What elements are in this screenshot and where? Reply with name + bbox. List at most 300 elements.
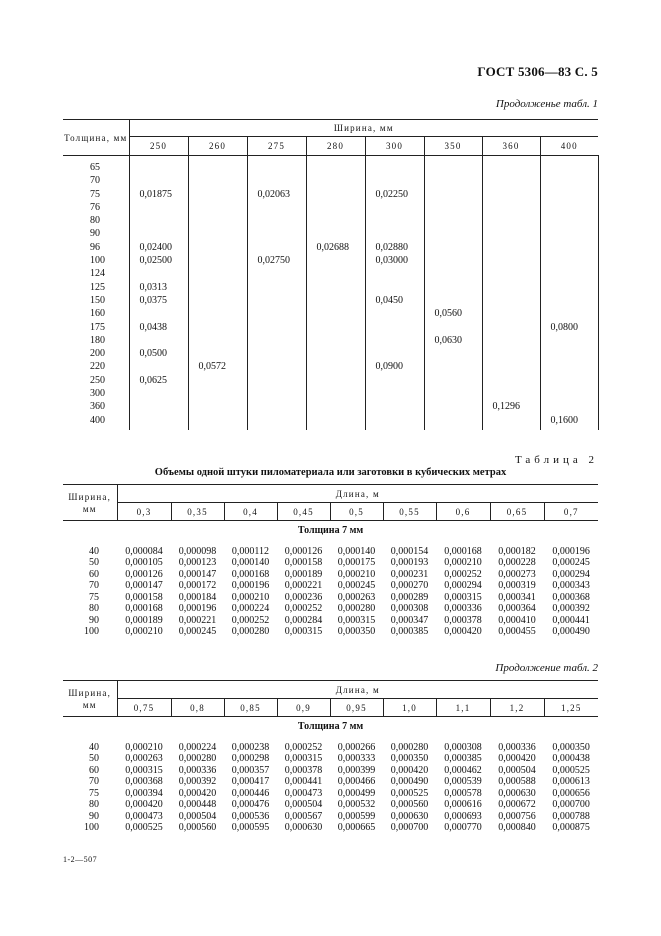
table-cell: 0,000184 [178, 591, 217, 603]
table-cell: 0,000175 [337, 557, 376, 568]
table-cell [306, 374, 365, 387]
table-row [63, 822, 598, 834]
row-label-cell: 100 [84, 822, 99, 833]
table-cell [482, 241, 540, 254]
table-cell: 0,000210 [231, 591, 270, 603]
row-label-cell: 75 [89, 787, 99, 799]
table-cell: 0,000599 [337, 810, 376, 822]
table-cell: 0,000504 [284, 799, 323, 810]
row-label-cell: 70 [89, 580, 99, 591]
table-cell [188, 387, 247, 400]
table-cell [247, 387, 306, 400]
table-row [63, 776, 598, 788]
table-cell: 0,000172 [178, 580, 217, 591]
table-cell: 0,000700 [390, 822, 429, 833]
table2-col-header: 0,7 [544, 503, 598, 521]
standard-header: ГОСТ 5306—83 С. 5 [477, 64, 598, 79]
table-cell [306, 414, 365, 430]
table2-col-header: 0,3 [117, 503, 171, 521]
table-cell: 0,000210 [125, 741, 163, 753]
table-cell: 0,000347 [390, 614, 429, 626]
table-cell [306, 400, 365, 413]
table-cell: 0,000308 [444, 741, 482, 753]
table-cell: 0,000315 [284, 753, 323, 764]
table-cell: 0,000578 [444, 787, 482, 799]
row-label-cell: 90 [89, 810, 99, 822]
table-cell [306, 334, 365, 347]
table3-group-header: Длина, м [117, 681, 598, 699]
table-row [63, 788, 598, 800]
table-cell: 0,000263 [337, 591, 376, 603]
row-label-cell: 100 [84, 626, 99, 637]
table-cell: 0,000147 [125, 580, 163, 591]
table-cell [482, 174, 540, 187]
table-cell: 0,000630 [390, 810, 429, 822]
table-cell [306, 174, 365, 187]
table-cell [365, 227, 424, 240]
table-cell [247, 156, 306, 175]
table-row [63, 387, 598, 400]
table-cell [129, 360, 188, 373]
table-cell [424, 360, 482, 373]
table-cell [247, 241, 306, 254]
table-cell: 0,0438 [129, 321, 188, 334]
table-cell: 0,000210 [337, 568, 376, 580]
table-cell: 0,000392 [552, 603, 590, 614]
table2-col-header: 0,45 [277, 503, 330, 521]
table-cell: 0,02250 [365, 188, 424, 201]
table-row [63, 811, 598, 823]
table-cell: 0,000336 [178, 764, 217, 776]
table-cell [424, 201, 482, 214]
table-cell [247, 347, 306, 360]
table-cell: 0,000245 [552, 557, 590, 568]
table-cell: 0,000875 [552, 822, 590, 833]
table-cell: 0,000315 [125, 764, 163, 776]
table-cell [306, 387, 365, 400]
table-cell: 0,000196 [231, 580, 270, 591]
table-cell: 0,000112 [231, 545, 270, 557]
table-cell [188, 214, 247, 227]
table-cell [247, 227, 306, 240]
table-cell: 0,000084 [125, 545, 163, 557]
table1-col-header: 280 [306, 137, 365, 156]
table-cell: 0,0375 [129, 294, 188, 307]
table-row [63, 546, 598, 558]
table-cell: 0,000126 [125, 568, 163, 580]
table-cell: 0,000410 [498, 614, 536, 626]
row-label-cell: 80 [89, 799, 99, 810]
table-cell: 0,000394 [125, 787, 163, 799]
table-cell: 0,000294 [444, 580, 482, 591]
table-cell [306, 294, 365, 307]
table-row [63, 400, 598, 413]
table-cell [540, 188, 598, 201]
table-cell: 0,000378 [444, 614, 482, 626]
table-cell [424, 214, 482, 227]
table-cell [424, 241, 482, 254]
row-label-cell: 100 [63, 254, 129, 267]
table-cell: 0,000270 [390, 580, 429, 591]
table1 [63, 119, 599, 430]
table-cell: 0,000228 [498, 557, 536, 568]
table-cell [247, 174, 306, 187]
table-row [63, 294, 598, 307]
table-cell: 0,000221 [178, 614, 217, 626]
table-cell: 0,000656 [552, 787, 590, 799]
table-cell: 0,000490 [552, 626, 590, 637]
table-cell: 0,000448 [178, 799, 217, 810]
table-cell [306, 267, 365, 280]
table-cell [129, 174, 188, 187]
table-cell: 0,000385 [444, 753, 482, 764]
table-cell: 0,02880 [365, 241, 424, 254]
table3-col-header: 0,85 [224, 699, 277, 717]
table-cell: 0,000263 [125, 753, 163, 764]
table-row [63, 615, 598, 627]
table-cell [188, 374, 247, 387]
table-cell [306, 307, 365, 320]
table-cell: 0,000385 [390, 626, 429, 637]
row-label-cell: 300 [63, 387, 129, 400]
table-cell: 0,000525 [125, 822, 163, 833]
table-cell [424, 227, 482, 240]
table-cell: 0,0313 [129, 281, 188, 294]
table-cell [424, 254, 482, 267]
table-cell [365, 214, 424, 227]
table3-col-header: 1,25 [544, 699, 598, 717]
table-row [63, 307, 598, 320]
table-cell: 0,0500 [129, 347, 188, 360]
table-cell [482, 414, 540, 430]
table-cell [129, 387, 188, 400]
table-cell [482, 307, 540, 320]
table-cell [129, 267, 188, 280]
table-cell [424, 387, 482, 400]
table-row [63, 374, 598, 387]
table-cell [188, 294, 247, 307]
row-label-cell: 150 [63, 294, 129, 307]
table-cell: 0,000693 [444, 810, 482, 822]
table-cell: 0,000420 [498, 753, 536, 764]
table-cell: 0,000210 [125, 626, 163, 637]
table-cell [247, 281, 306, 294]
table-cell: 0,000420 [125, 799, 163, 810]
table-cell: 0,000315 [284, 626, 323, 637]
table-cell: 0,01875 [129, 188, 188, 201]
table-cell: 0,000499 [337, 787, 376, 799]
table3-continued-note: Продолжение табл. 2 [495, 662, 598, 674]
table-cell: 0,000700 [552, 799, 590, 810]
table-row [63, 799, 598, 811]
table-cell [482, 156, 540, 175]
table-cell [540, 374, 598, 387]
table-cell [188, 347, 247, 360]
table-cell [540, 294, 598, 307]
table-cell [540, 201, 598, 214]
table-cell: 0,000392 [178, 776, 217, 787]
table1-group-header: Ширина, мм [129, 120, 598, 137]
table-cell [424, 156, 482, 175]
table1-col-header: 300 [365, 137, 424, 156]
table-cell [247, 214, 306, 227]
table-cell: 0,000147 [178, 568, 217, 580]
table-cell: 0,000158 [284, 557, 323, 568]
table-cell [129, 400, 188, 413]
table-cell: 0,000252 [284, 741, 323, 753]
table-cell [306, 214, 365, 227]
table-cell [188, 241, 247, 254]
table3-body [63, 742, 598, 834]
row-label-cell: 175 [63, 321, 129, 334]
table-cell: 0,000588 [498, 776, 536, 787]
table-cell: 0,000446 [231, 787, 270, 799]
table-cell: 0,000245 [178, 626, 217, 637]
table-cell: 0,000266 [337, 741, 376, 753]
table-cell: 0,000420 [178, 787, 217, 799]
table-cell [540, 387, 598, 400]
table-cell: 0,000536 [231, 810, 270, 822]
table-cell: 0,000378 [284, 764, 323, 776]
table-cell: 0,000350 [337, 626, 376, 637]
row-label-cell: 70 [89, 776, 99, 787]
table-cell [306, 254, 365, 267]
table1-col-header: 360 [482, 137, 540, 156]
table-cell: 0,000308 [390, 603, 429, 614]
table-row [63, 241, 598, 254]
table1-column-headers [63, 137, 598, 156]
table2-column-headers [63, 503, 598, 521]
table-cell: 0,000770 [444, 822, 482, 833]
table2-label: Таблица 2 [514, 454, 598, 466]
row-label-cell: 40 [89, 741, 99, 753]
table-cell: 0,000336 [444, 603, 482, 614]
row-label-cell: 50 [89, 753, 99, 764]
table-cell [482, 201, 540, 214]
table-cell [306, 201, 365, 214]
table-cell [188, 201, 247, 214]
table-cell [424, 374, 482, 387]
table-cell: 0,000280 [337, 603, 376, 614]
table-cell: 0,000476 [231, 799, 270, 810]
table3-col-header: 0,95 [330, 699, 383, 717]
row-label-cell: 400 [63, 414, 129, 430]
table-row [63, 156, 598, 175]
table-cell: 0,000438 [552, 753, 590, 764]
table2-col-header: 0,55 [383, 503, 436, 521]
row-label-cell: 65 [63, 156, 129, 175]
row-label-cell: 50 [89, 557, 99, 568]
table-cell: 0,000280 [178, 753, 217, 764]
table-cell: 0,000123 [178, 557, 217, 568]
table-cell [482, 281, 540, 294]
table-cell: 0,0560 [424, 307, 482, 320]
row-label-cell: 125 [63, 281, 129, 294]
table-cell: 0,000420 [444, 626, 482, 637]
table-cell: 0,0572 [188, 360, 247, 373]
table-cell [540, 174, 598, 187]
table-cell: 0,000455 [498, 626, 536, 637]
table-cell: 0,000466 [337, 776, 376, 787]
table-cell [306, 188, 365, 201]
table-row [63, 174, 598, 187]
row-label-cell: 124 [63, 267, 129, 280]
table-cell: 0,000224 [231, 603, 270, 614]
table2-col-header: 0,65 [490, 503, 544, 521]
table3-column-headers [63, 699, 598, 717]
table-cell [540, 360, 598, 373]
table2-row-header: Ширина, мм [63, 485, 117, 521]
table-cell: 0,000368 [552, 591, 590, 603]
table3-subheader: Толщина 7 мм [297, 721, 364, 732]
table-cell: 0,000473 [284, 787, 323, 799]
table-cell: 0,000840 [498, 822, 536, 833]
table-cell: 0,000315 [444, 591, 482, 603]
table-cell: 0,000189 [125, 614, 163, 626]
table-cell: 0,000368 [125, 776, 163, 787]
table-cell: 0,000525 [390, 787, 429, 799]
table-cell: 0,000567 [284, 810, 323, 822]
table-cell [482, 334, 540, 347]
table2-col-header: 0,4 [224, 503, 277, 521]
table-cell: 0,000613 [552, 776, 590, 787]
row-label-cell: 75 [89, 591, 99, 603]
table-cell: 0,000504 [178, 810, 217, 822]
table-row [63, 592, 598, 604]
table-cell [424, 267, 482, 280]
table-cell [247, 360, 306, 373]
table1-body [63, 156, 598, 430]
table-cell: 0,000462 [444, 764, 482, 776]
table-cell: 0,000196 [178, 603, 217, 614]
table-cell: 0,000231 [390, 568, 429, 580]
table-cell [365, 347, 424, 360]
table3-col-header: 1,0 [383, 699, 436, 717]
table2-title: Объемы одной штуки пиломатериала или заготовки в кубических метрах [154, 467, 507, 478]
table-cell [365, 387, 424, 400]
table-cell [306, 227, 365, 240]
table-cell [424, 414, 482, 430]
table2-col-header: 0,6 [436, 503, 490, 521]
table-cell [247, 201, 306, 214]
table1-col-header: 250 [129, 137, 188, 156]
table-cell [188, 281, 247, 294]
table-cell: 0,000350 [552, 741, 590, 753]
table-cell: 0,000525 [552, 764, 590, 776]
row-label-cell: 90 [63, 227, 129, 240]
table-cell [482, 387, 540, 400]
table-cell: 0,000289 [390, 591, 429, 603]
table1-col-header: 350 [424, 137, 482, 156]
table-cell [129, 227, 188, 240]
table-cell [188, 174, 247, 187]
table-cell: 0,000298 [231, 753, 270, 764]
table-cell: 0,02500 [129, 254, 188, 267]
table-cell [365, 414, 424, 430]
table-cell [306, 321, 365, 334]
row-label-cell: 40 [89, 545, 99, 557]
table-cell [188, 267, 247, 280]
row-label-cell: 180 [63, 334, 129, 347]
table-row [63, 603, 598, 615]
table-cell [306, 156, 365, 175]
table1-col-header: 400 [540, 137, 598, 156]
table-cell: 0,0450 [365, 294, 424, 307]
table1-col-header: 260 [188, 137, 247, 156]
row-label-cell: 200 [63, 347, 129, 360]
table-cell [424, 400, 482, 413]
table-cell [482, 374, 540, 387]
table-cell [540, 307, 598, 320]
table-row [63, 214, 598, 227]
table-cell [540, 281, 598, 294]
table-cell: 0,000140 [231, 557, 270, 568]
table-cell: 0,02688 [306, 241, 365, 254]
row-label-cell: 60 [89, 764, 99, 776]
table-cell: 0,000441 [552, 614, 590, 626]
table-cell [540, 241, 598, 254]
table-cell [482, 267, 540, 280]
table-cell: 0,000336 [498, 741, 536, 753]
table-cell [306, 360, 365, 373]
table-row [63, 580, 598, 592]
table-row [63, 765, 598, 777]
table-cell: 0,000350 [390, 753, 429, 764]
table-cell [365, 374, 424, 387]
footer-code: 1-2—507 [63, 855, 98, 864]
row-label-cell: 96 [63, 241, 129, 254]
table-cell [424, 294, 482, 307]
table-cell: 0,000315 [337, 614, 376, 626]
table-cell [424, 188, 482, 201]
table-row [63, 569, 598, 581]
table-cell: 0,000193 [390, 557, 429, 568]
table-cell: 0,000126 [284, 545, 323, 557]
table-row [63, 742, 598, 754]
row-label-cell: 220 [63, 360, 129, 373]
table-cell [188, 254, 247, 267]
table1-col-header: 275 [247, 137, 306, 156]
table-cell: 0,03000 [365, 254, 424, 267]
row-label-cell: 76 [63, 201, 129, 214]
table-cell: 0,000333 [337, 753, 376, 764]
table-row [63, 557, 598, 569]
table-cell: 0,000490 [390, 776, 429, 787]
table-cell [188, 400, 247, 413]
table2-subheader-row [63, 521, 598, 546]
table2-body [63, 546, 598, 638]
row-label-cell: 90 [89, 614, 99, 626]
table-cell: 0,000616 [444, 799, 482, 810]
table-cell [482, 360, 540, 373]
table-cell: 0,000417 [231, 776, 270, 787]
table-row [63, 347, 598, 360]
table-cell [188, 156, 247, 175]
table-cell: 0,000182 [498, 545, 536, 557]
table2-col-header: 0,5 [330, 503, 383, 521]
table-cell [540, 214, 598, 227]
table-row [63, 188, 598, 201]
table-cell [306, 347, 365, 360]
table-cell: 0,000630 [284, 822, 323, 833]
table2 [63, 484, 598, 638]
table-cell [365, 321, 424, 334]
table-cell: 0,000168 [231, 568, 270, 580]
table-cell [188, 334, 247, 347]
table-row [63, 227, 598, 240]
table-cell [482, 321, 540, 334]
table-cell: 0,000140 [337, 545, 376, 557]
